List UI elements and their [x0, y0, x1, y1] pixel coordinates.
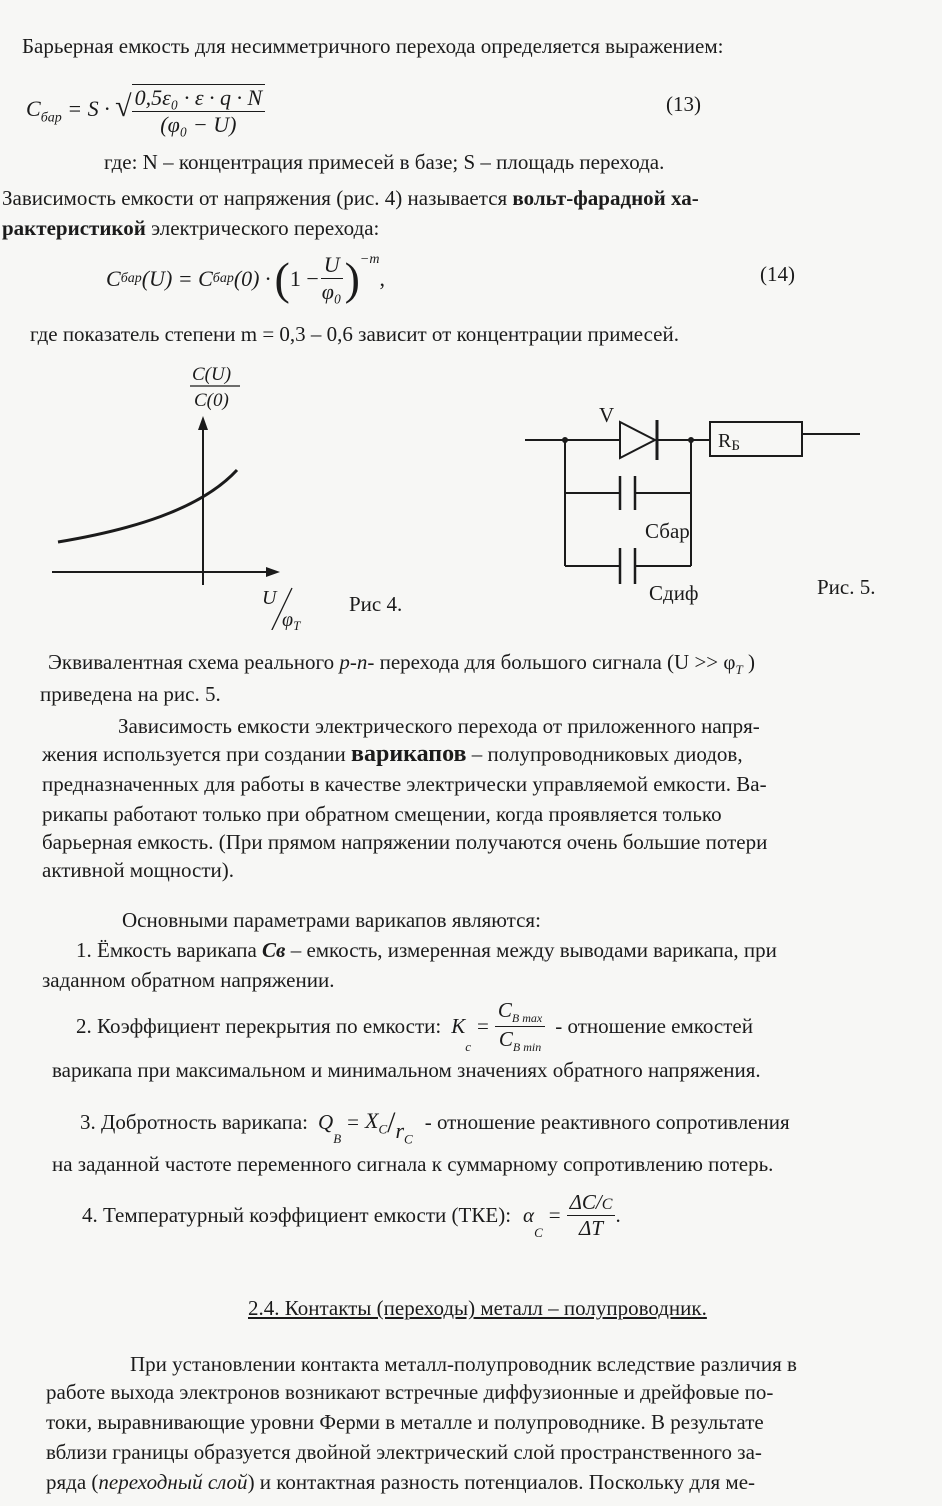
p3-sub: T: [735, 662, 743, 678]
node-left: [562, 437, 568, 443]
where-line-2: где показатель степени m = 0,3 – 0,6 зависит от концентрации примесей.: [30, 322, 679, 346]
figure-5-caption: Рис. 5.: [817, 575, 876, 599]
p5-l5-b: ) и контактная разность потенциалов. Поскольку для ме-: [247, 1470, 756, 1494]
figure-4-caption-text: Рис 4.: [349, 592, 403, 616]
where-line-1: где: N – концентрация примесей в базе; S – площадь перехода.: [104, 150, 665, 174]
p2-bold-2: рактеристикой: [2, 216, 146, 240]
params-title: Основными параметрами варикапов являются:: [122, 908, 541, 932]
section-heading: 2.4. Контакты (переходы) металл – полупроводник.: [248, 1296, 707, 1320]
param-2-b: - отношение емкостей: [555, 1014, 753, 1039]
param-4-alpha: α: [523, 1203, 535, 1227]
param-3-num: $X_C$: [365, 1108, 388, 1137]
p5-l5-italic: переходный слой: [98, 1470, 248, 1494]
eq13-lhs-sub: бар: [40, 110, 62, 126]
metal-semi-para-line1: При установлении контакта металл-полупроводник вследствие различия в: [130, 1352, 797, 1376]
param-3-b: - отношение реактивного сопротивления: [424, 1110, 790, 1135]
diode-icon: [620, 422, 655, 458]
param-1-a: 1. Ёмкость варикапа: [76, 938, 263, 962]
x-axis-arrow-icon: [266, 567, 280, 577]
param-2-num: C: [497, 998, 512, 1022]
param-3-line1: [80, 1098, 790, 1147]
varicap-para-line6: активной мощности).: [42, 858, 235, 882]
equation-13-number: (13): [666, 92, 701, 116]
cv-curve: [58, 470, 237, 542]
p4-l2-c: – полупроводниковых диодов,: [466, 742, 743, 766]
p4-l2-varicaps: варикапов: [351, 741, 467, 767]
eq14-mid: (0) ·: [233, 265, 271, 291]
p3-pn: p-n-: [339, 650, 375, 674]
param-1-symbol: Св: [262, 938, 286, 962]
eq14-tail: ,: [379, 265, 385, 291]
paragraph-barrier-capacitance: Барьерная емкость для несимметричного перехода определяется выражением:: [22, 34, 724, 58]
p3-text-c: ): [742, 650, 755, 674]
param-4-num: ΔC: [569, 1190, 596, 1214]
eq14-exponent: −m: [359, 252, 380, 267]
x-label-numerator: U: [262, 587, 277, 609]
param-4-tail: .: [615, 1203, 621, 1227]
y-label-numerator: C(U): [192, 364, 232, 385]
param-1-line1: [76, 938, 777, 962]
param-4-alpha-sub: C: [534, 1225, 543, 1240]
p3-text-a: Эквивалентная схема реального: [48, 650, 340, 674]
diode-label: V: [599, 403, 615, 427]
param-2-den: C: [498, 1027, 513, 1052]
eq14-lhs: C: [106, 265, 121, 291]
param-2-den-sub: B min: [512, 1040, 542, 1055]
param-3-eq: =: [347, 1110, 359, 1135]
cap-barrier-label: Сбар: [645, 519, 690, 543]
param-1-b: – емкость, измеренная между выводами варикапа, при: [285, 938, 777, 962]
metal-semi-para-line4: вблизи границы образуется двойной электрический слой пространственного за-: [46, 1440, 762, 1464]
p2-bold-1: вольт-фарадной ха-: [512, 186, 699, 210]
paragraph-cv-characteristic-line1: [2, 186, 699, 210]
p2-text-b: электрического перехода:: [145, 216, 380, 240]
param-3-line2: на заданной частоте переменного сигнала к суммарному сопротивлению потерь.: [52, 1152, 774, 1176]
param-2-num-sub: B max: [511, 1011, 543, 1026]
eq13-eq: = S ·: [67, 96, 110, 122]
param-2-k: K: [451, 1014, 466, 1039]
eq14-mid-sub: бар: [212, 270, 234, 286]
param-3-q: Q: [318, 1110, 334, 1135]
eq14-numerator: U: [321, 252, 343, 279]
eq14-lhs-sub: бар: [120, 270, 142, 286]
param-4-num-den: C: [601, 1196, 613, 1213]
param-2-a: 2. Коэффициент перекрытия по емкости:: [76, 1014, 442, 1039]
eq14-arg: (U) = C: [141, 265, 213, 291]
param-4-line1: 4. Температурный коэффициент емкости (ТКЕ): α $_C$ = $\frac{\Delta C/C}{\Delta T}$ .: [82, 1190, 621, 1240]
y-axis-arrow-icon: [198, 416, 208, 430]
paragraph-equivalent-circuit-line2: приведена на рис. 5.: [40, 682, 221, 706]
equation-13: [26, 84, 265, 138]
param-3-slash: /: [387, 1105, 396, 1139]
cap-diffusion-label: Сдиф: [649, 581, 699, 605]
param-2-line1: [76, 998, 753, 1055]
figure-4-cv-plot: [40, 360, 340, 630]
param-1-line2: заданном обратном напряжении.: [42, 968, 335, 992]
metal-semi-para-line5: [46, 1470, 755, 1494]
metal-semi-para-line2: работе выхода электронов возникают встречные диффузионные и дрейфовые по-: [46, 1380, 774, 1404]
varicap-para-line3: предназначенных для работы в качестве электрически управляемой емкости. Ва-: [42, 772, 767, 796]
param-2-eq: =: [477, 1014, 489, 1039]
p4-l2-a: жения используется при создании: [42, 742, 352, 766]
p2-text-a: Зависимость емкости от напряжения (рис. 4) называется: [2, 186, 513, 210]
eq13-denominator: (φ₀ − U): [160, 112, 237, 137]
varicap-para-line5: барьерная емкость. (При прямом напряжении получаются очень большие потери: [42, 830, 768, 854]
p3-text-b: перехода для большого сигнала (U >> φ: [374, 650, 736, 674]
figure-5-equivalent-circuit: [525, 400, 885, 610]
param-3-q-sub: B: [333, 1131, 342, 1147]
param-3-den: $r_C$: [395, 1118, 413, 1147]
paragraph-cv-characteristic-line2: [2, 216, 379, 240]
param-3-a: 3. Добротность варикапа:: [80, 1110, 309, 1135]
sqrt-sign: √: [115, 90, 132, 124]
param-4-a: 4. Температурный коэффициент емкости (ТКЕ):: [82, 1203, 512, 1227]
p5-l5-a: ряда (: [46, 1470, 99, 1494]
varicap-para-line2: [42, 742, 743, 766]
eq13-numerator: 0,5ε₀ · ε · q · N: [132, 85, 266, 112]
metal-semi-para-line3: токи, выравнивающие уровни Ферми в металле и полупроводнике. В результате: [46, 1410, 764, 1434]
param-2-line2: варикапа при максимальном и минимальном значениях обратного напряжения.: [52, 1058, 761, 1082]
y-label-denominator: C(0): [194, 390, 229, 411]
left-paren: (: [274, 252, 290, 304]
param-4-eq: =: [548, 1203, 561, 1227]
node-right: [688, 437, 694, 443]
varicap-para-line4: рикапы работают только при обратном смещении, когда проявляется только: [42, 802, 722, 826]
resistor-label: RБ: [718, 430, 740, 454]
equation-14: [106, 252, 385, 305]
varicap-para-line1: Зависимость емкости электрического перехода от приложенного напря-: [118, 714, 760, 738]
x-label-denominator: $\varphi_T$: [282, 609, 301, 630]
eq14-one-minus: 1 −: [289, 265, 319, 291]
eq13-lhs: C: [26, 96, 41, 122]
param-4-den: ΔT: [579, 1216, 604, 1240]
equation-14-number: (14): [760, 262, 795, 286]
right-paren: ): [344, 252, 360, 304]
eq14-denominator: φ₀: [321, 279, 342, 304]
paragraph-equivalent-circuit-line1: [48, 650, 755, 682]
param-2-k-sub: c: [465, 1039, 472, 1055]
